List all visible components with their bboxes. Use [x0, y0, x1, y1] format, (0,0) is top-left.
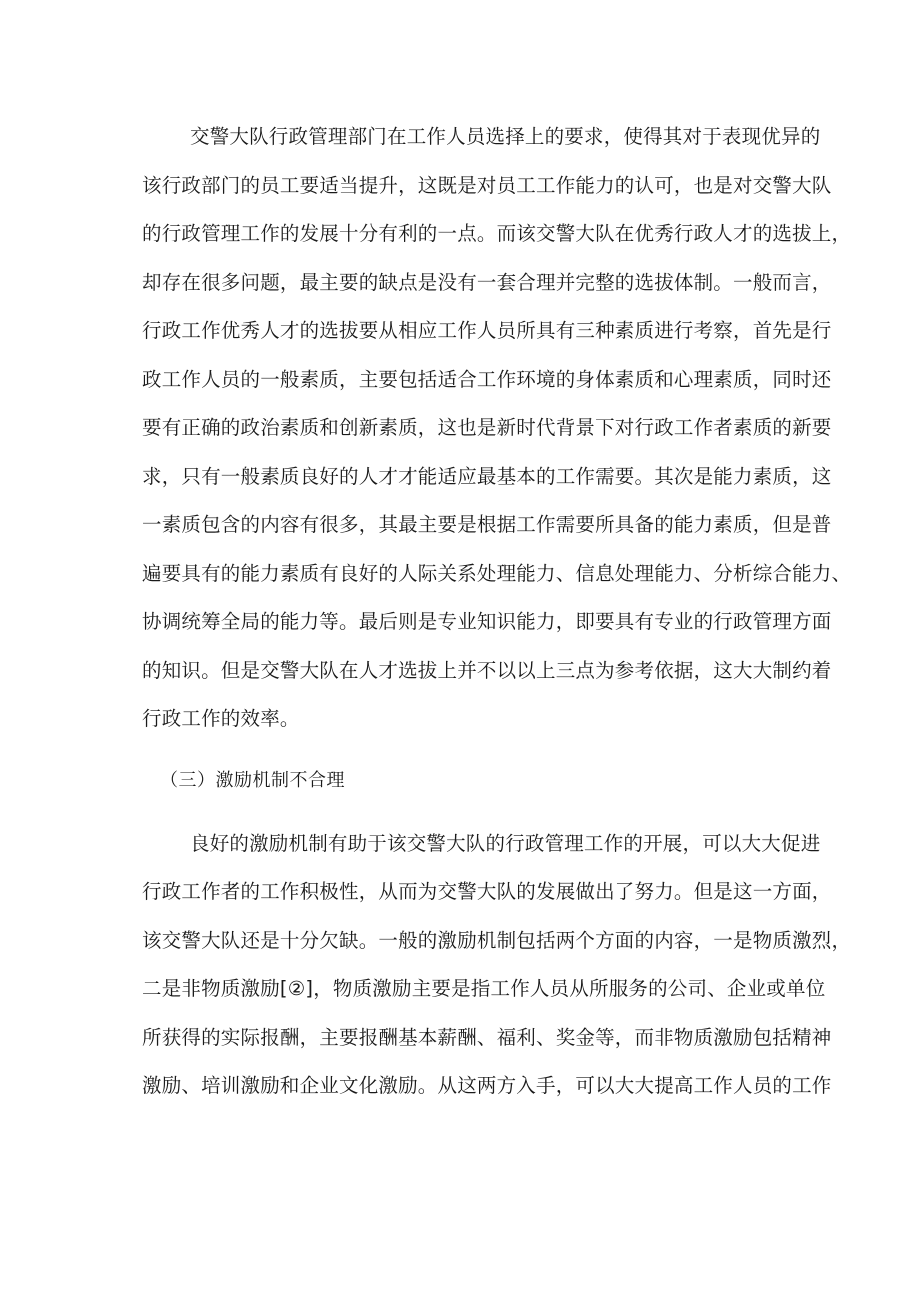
paragraph-1-line-4: 却存在很多问题，最主要的缺点是没有一套合理并完整的选拔体制。一般而言，: [142, 271, 832, 294]
paragraph-1-line-3: 的行政管理工作的发展十分有利的一点。而该交警大队在优秀行政人才的选拔上，: [142, 222, 852, 245]
paragraph-2-line-5: 所获得的实际报酬，主要报酬基本薪酬、福利、奖金等，而非物质激励包括精神: [142, 1026, 832, 1049]
paragraph-2-line-4: 二是非物质激励[②]，物质激励主要是指工作人员从所服务的公司、企业或单位: [142, 977, 826, 1000]
paragraph-1-line-13: 行政工作的效率。: [142, 707, 300, 730]
paragraph-1-line-11: 协调统筹全局的能力等。最后则是专业知识能力，即要具有专业的行政管理方面: [142, 610, 832, 633]
paragraph-1-line-1: 交警大队行政管理部门在工作人员选择上的要求，使得其对于表现优异的: [190, 125, 821, 148]
section-heading: （三）激励机制不合理: [160, 770, 345, 791]
paragraph-1-line-5: 行政工作优秀人才的选拔要从相应工作人员所具有三种素质进行考察，首先是行: [142, 319, 832, 342]
paragraph-1-line-2: 该行政部门的员工要适当提升，这既是对员工工作能力的认可，也是对交警大队: [142, 174, 832, 197]
paragraph-1-line-8: 求，只有一般素质良好的人才才能适应最基本的工作需要。其次是能力素质，这: [142, 465, 832, 488]
paragraph-1-line-9: 一素质包含的内容有很多，其最主要是根据工作需要所具备的能力素质，但是普: [142, 513, 832, 536]
paragraph-1-line-12: 的知识。但是交警大队在人才选拔上并不以以上三点为参考依据，这大大制约着: [142, 659, 832, 682]
paragraph-2-line-2: 行政工作者的工作积极性，从而为交警大队的发展做出了努力。但是这一方面，: [142, 880, 832, 903]
paragraph-2-line-6: 激励、培训激励和企业文化激励。从这两方入手，可以大大提高工作人员的工作: [142, 1074, 832, 1097]
paragraph-2-line-3: 该交警大队还是十分欠缺。一般的激励机制包括两个方面的内容，一是物质激烈，: [142, 929, 852, 952]
paragraph-1-line-6: 政工作人员的一般素质，主要包括适合工作环境的身体素质和心理素质，同时还: [142, 368, 832, 391]
paragraph-2-line-1: 良好的激励机制有助于该交警大队的行政管理工作的开展，可以大大促进: [190, 832, 821, 855]
paragraph-1-line-7: 要有正确的政治素质和创新素质，这也是新时代背景下对行政工作者素质的新要: [142, 416, 832, 439]
paragraph-1-line-10: 遍要具有的能力素质有良好的人际关系处理能力、信息处理能力、分析综合能力、: [142, 562, 852, 585]
